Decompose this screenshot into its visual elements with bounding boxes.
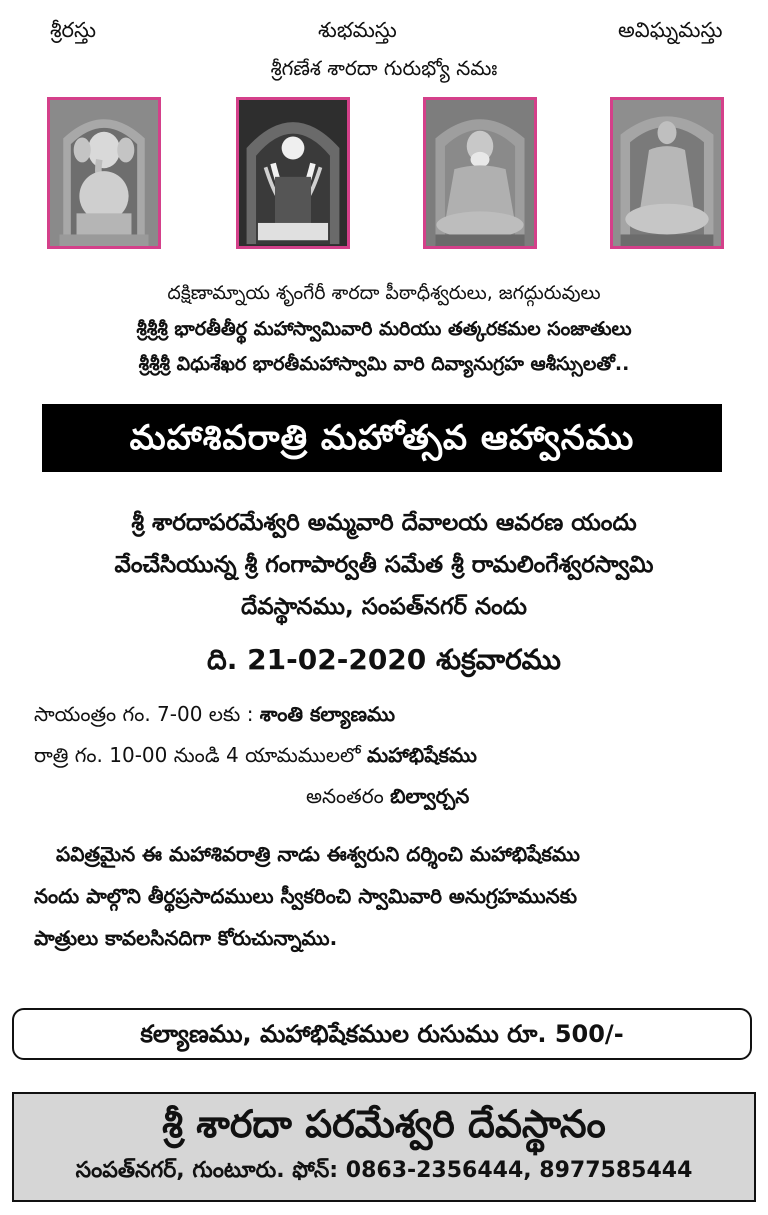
- temple-footer: [12, 1092, 756, 1202]
- fee-box: కల్యాణము, మహాభిషేకముల రుసుము రూ. 500/-: [12, 1008, 752, 1060]
- invitation-line-1: పవిత్రమైన ఈ మహాశివరాత్రి నాడు ఈశ్వరుని దర్శించి మహాభిషేకము: [56, 842, 580, 866]
- lineage-line-1: దక్షిణామ్నాయ శృంగేరీ శారదా పీఠాధీశ్వరులు, జగద్గురువులు: [167, 282, 601, 304]
- blessing-right: అవిఘ్నమస్తు: [618, 18, 723, 42]
- blessing-left: శ్రీరస్తు: [50, 18, 97, 42]
- venue-line-2: వేంచేసియున్న శ్రీ గంగాపార్వతీ సమేత శ్రీ రామలింగేశ్వరస్వామి: [114, 552, 654, 578]
- blessing-center: శుభమస్తు: [318, 18, 397, 42]
- schedule-event: మహాభిషేకము: [366, 743, 477, 767]
- swamiji-bharati-tirtha-photo: [423, 97, 537, 249]
- schedule-time: అనంతరం: [306, 784, 384, 808]
- schedule-time: రాత్రి గం. 10-00 నుండి 4 యామములలో: [34, 743, 361, 767]
- photo-row: [0, 97, 768, 253]
- temple-name: శ్రీ శారదా పరమేశ్వరి దేవస్థానం: [162, 1102, 606, 1146]
- ganesha-idol-photo: [47, 97, 161, 249]
- invocation: శ్రీగణేశ శారదా గురుభ్యో నమః: [270, 56, 498, 80]
- event-date: ది. 21-02-2020 శుక్రవారము: [207, 643, 561, 676]
- invitation-line-2: నందు పాల్గొని తీర్థప్రసాదములు స్వీకరించి స్వామివారి అనుగ్రహమునకు: [34, 884, 578, 908]
- schedule-event: శాంతి కల్యాణము: [259, 702, 396, 726]
- schedule-item-abhishekam: [34, 743, 477, 772]
- invitation-line-3: పాత్రులు కావలసినదిగా కోరుచున్నాము.: [34, 926, 338, 950]
- swamiji-vidhushekhara-photo: [610, 97, 724, 249]
- schedule-event: బిల్వార్చన: [390, 784, 470, 808]
- schedule-time: సాయంత్రం గం. 7-00 లకు :: [34, 702, 254, 726]
- goddess-sharada-photo: [236, 97, 350, 249]
- lineage-line-3: శ్రీశ్రీశ్రీ విధుశేఖర భారతీమహాస్వామి వారి దివ్యానుగ్రహ ఆశీస్సులతో..: [138, 353, 630, 375]
- temple-address-phone: సంపత్‌నగర్, గుంటూరు. ఫోన్: 0863-2356444, 8977585444: [75, 1158, 693, 1183]
- lineage-line-2: శ్రీశ్రీశ్రీ భారతీతీర్థ మహాస్వామివారి మరియు తత్కరకమల సంజాతులు: [136, 318, 632, 340]
- event-title-banner: మహాశివరాత్రి మహోత్సవ ఆహ్వానము: [42, 404, 722, 472]
- blessings-row: [0, 18, 768, 48]
- venue-line-1: శ్రీ శారదాపరమేశ్వరి అమ్మవారి దేవాలయ ఆవరణ యందు: [131, 510, 637, 536]
- schedule-item-kalyanam: [34, 702, 395, 731]
- schedule-item-bilvarchana: [306, 784, 469, 813]
- venue-line-3: దేవస్థానము, సంపత్‌నగర్ నందు: [240, 594, 528, 620]
